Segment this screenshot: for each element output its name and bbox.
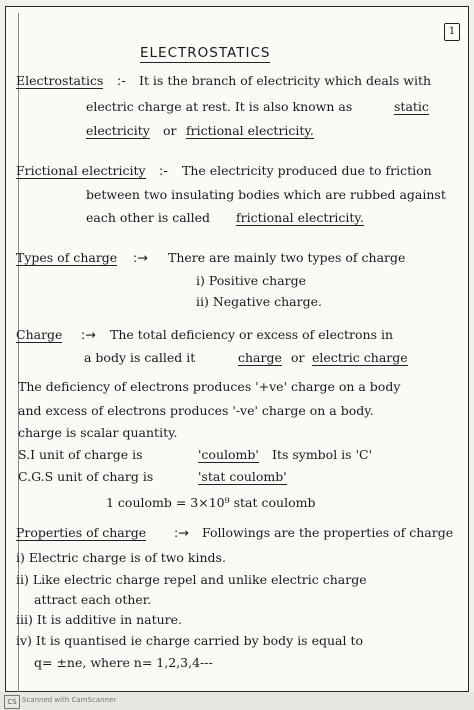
frictional-line-3-term: frictional electricity. [236, 210, 364, 225]
types-heading: Types of charge [16, 250, 118, 265]
charge-line-1: The total deficiency or excess of electrons in [110, 327, 394, 342]
electrostatics-arrow: :- [117, 73, 126, 88]
properties-line-1: Followings are the properties of charge [202, 525, 454, 540]
properties-heading: Properties of charge [16, 525, 147, 540]
charge-line-2-term-b: electric charge [312, 350, 408, 365]
charge-line-7: C.G.S unit of charg is [18, 469, 154, 484]
charge-heading: Charge [16, 327, 63, 342]
charge-line-6: S.I unit of charge is [18, 447, 143, 462]
electrostatics-line-3-term-a: electricity [86, 123, 150, 138]
camscanner-logo: CS [4, 695, 20, 709]
types-item-positive: i) Positive charge [196, 273, 307, 288]
types-arrow: :→ [133, 250, 148, 265]
properties-item-2-cont: attract each other. [34, 592, 152, 607]
scanner-watermark-text: Scanned with CamScanner [22, 696, 117, 704]
properties-arrow: :→ [174, 525, 189, 540]
scanner-footer [0, 692, 474, 710]
page-title: ELECTROSTATICS [140, 45, 271, 61]
charge-line-6-symbol: Its symbol is 'C' [272, 447, 372, 462]
margin-line [18, 13, 19, 693]
charge-line-4: and excess of electrons produces '-ve' charge on a body. [18, 403, 374, 418]
charge-line-2-or: or [291, 350, 305, 365]
properties-item-4: iv) It is quantised ie charge carried by body is equal to [16, 633, 363, 648]
types-line-1: There are mainly two types of charge [168, 250, 406, 265]
charge-arrow: :→ [81, 327, 96, 342]
electrostatics-heading: Electrostatics [16, 73, 104, 88]
types-item-negative: ii) Negative charge. [196, 294, 322, 309]
electrostatics-line-2: electric charge at rest. It is also known as [86, 99, 353, 114]
charge-conversion: 1 coulomb = 3×10⁹ stat coulomb [106, 495, 316, 510]
charge-line-3: The deficiency of electrons produces '+ve' charge on a body [18, 379, 401, 394]
frictional-heading: Frictional electricity [16, 163, 146, 178]
charge-cgs-unit: 'stat coulomb' [198, 469, 287, 484]
properties-item-3: iii) It is additive in nature. [16, 612, 183, 627]
properties-item-1: i) Electric charge is of two kinds. [16, 550, 226, 565]
electrostatics-line-3-term-b: frictional electricity. [186, 123, 314, 138]
electrostatics-line-1: It is the branch of electricity which deals with [139, 73, 432, 88]
charge-line-2-term-a: charge [238, 350, 282, 365]
page-number: 1 [444, 23, 460, 41]
electrostatics-line-3-or: or [163, 123, 177, 138]
notebook-page [5, 6, 469, 692]
properties-item-2: ii) Like electric charge repel and unlike electric charge [16, 572, 367, 587]
charge-line-2: a body is called it [84, 350, 196, 365]
frictional-line-3: each other is called [86, 210, 211, 225]
electrostatics-line-2-term: static [394, 99, 429, 114]
frictional-line-2: between two insulating bodies which are rubbed against [86, 187, 446, 202]
frictional-arrow: :- [159, 163, 168, 178]
frictional-line-1: The electricity produced due to friction [182, 163, 432, 178]
charge-line-5: charge is scalar quantity. [18, 425, 178, 440]
charge-si-unit: 'coulomb' [198, 447, 259, 462]
properties-item-4-cont: q= ±ne, where n= 1,2,3,4--- [34, 655, 213, 670]
